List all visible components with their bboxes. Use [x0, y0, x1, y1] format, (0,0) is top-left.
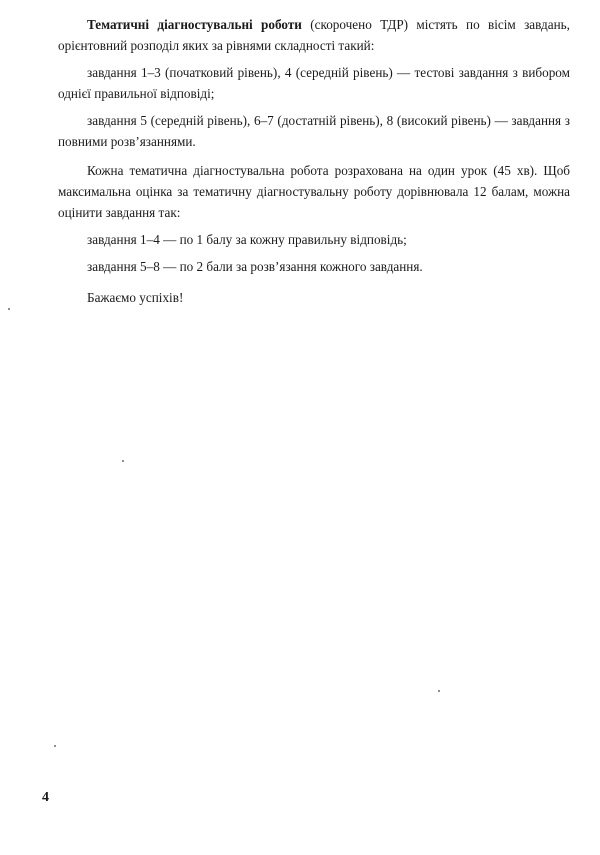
scoring-paragraph: Кожна тематична діагностувальна робота розрахована на один урок (45 хв). Щоб максимальна оцінка за тематичну діагностувальну роботу дорівнювала 12 балам, можна оцінити завдання так:	[58, 163, 570, 220]
intro-lead-term: Тематичні діагностувальні роботи	[87, 17, 302, 32]
page-number: 4	[42, 790, 49, 805]
scan-speck	[8, 308, 10, 310]
closing-wish: Бажаємо успіхів!	[87, 290, 184, 305]
level-item-1: завдання 1–3 (початковий рівень), 4 (середній рівень) — тестові завдання з вибором однієї правильної відповіді;	[58, 65, 570, 101]
scan-speck	[54, 745, 56, 747]
page-text	[58, 14, 570, 308]
intro-description: (скорочено ТДР) містять по вісім завдань, орієнтовний розподіл яких за рівнями складності такий:	[58, 17, 570, 53]
level-item-2: завдання 5 (середній рівень), 6–7 (достатній рівень), 8 (високий рівень) — завдання з повними розв’язаннями.	[58, 113, 570, 149]
scoring-item-1: завдання 1–4 — по 1 балу за кожну правильну відповідь;	[87, 232, 407, 247]
scan-speck	[122, 460, 124, 462]
scoring-item-2: завдання 5–8 — по 2 бали за розв’язання кожного завдання.	[87, 259, 423, 274]
intro-paragraph	[58, 14, 570, 56]
scan-speck	[438, 690, 440, 692]
